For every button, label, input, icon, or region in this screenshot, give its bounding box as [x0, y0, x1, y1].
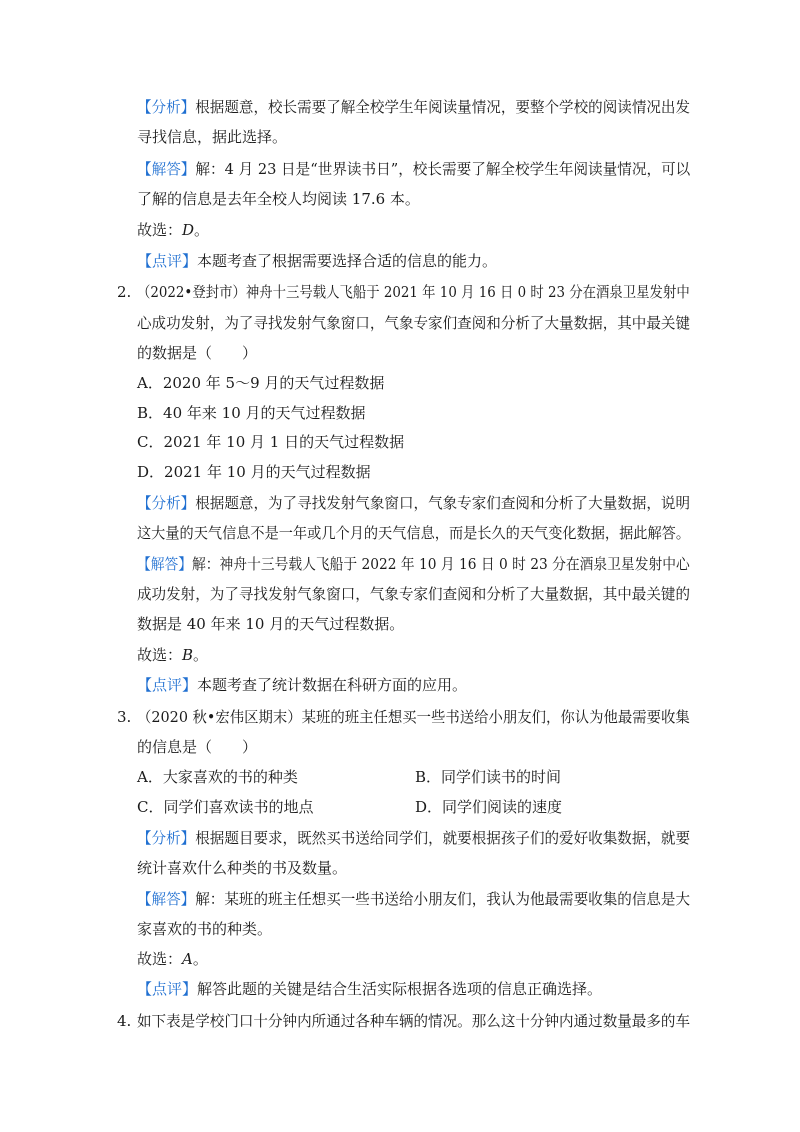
q3-analysis-cont: 统计喜欢什么种类的书及数量。 — [137, 859, 348, 877]
answer-tag: 【解答】 — [137, 890, 196, 908]
q2-stem: （2022•登封市）神舟十三号载人飞船于 2021 年 10 月 16 日 0 时 23 分在酒泉卫星发射中 — [137, 283, 690, 301]
q3-comment-text: 解答此题的关键是结合生活实际根据各选项的信息正确选择。 — [197, 980, 603, 998]
choice-letter: A — [182, 950, 193, 968]
q3-answer-text: 解：某班的班主任想买一些书送给小朋友们，我认为他最需要收集的信息是大 — [195, 890, 691, 908]
q2-answer-text: 解：神舟十三号载人飞船于 2022 年 10 月 16 日 0 时 23 分在酒泉卫星发射中心 — [192, 555, 690, 573]
q2-option-c: C．2021 年 10 月 1 日的天气过程数据 — [137, 433, 405, 451]
choice-letter: B — [182, 646, 194, 664]
q1-answer — [137, 158, 690, 180]
analysis-tag: 【分析】 — [137, 98, 196, 116]
q1-answer-cont: 了解的信息是去年全校人均阅读 17.6 本。 — [137, 190, 420, 208]
q1-comment-text: 本题考查了根据需要选择合适的信息的能力。 — [197, 252, 498, 270]
comment-tag: 【点评】 — [137, 676, 198, 694]
comment-tag: 【点评】 — [137, 980, 198, 998]
choice-suffix: 。 — [194, 221, 210, 239]
q2-choice — [137, 644, 208, 666]
analysis-tag: 【分析】 — [137, 494, 196, 512]
answer-tag: 【解答】 — [137, 160, 196, 178]
q4-stem: 如下表是学校门口十分钟内所通过各种车辆的情况。那么这十分钟内通过数量最多的车 — [137, 1012, 691, 1030]
q3-comment — [137, 978, 602, 1000]
q2-number: 2. — [117, 283, 132, 301]
q3-option-a: A．大家喜欢的书的种类 — [137, 768, 298, 786]
q3-option-c: C．同学们喜欢读书的地点 — [137, 798, 314, 816]
q3-analysis — [137, 827, 690, 849]
q3-analysis-text: 根据题目要求，既然买书送给同学们，就要根据孩子们的爱好收集数据，就要 — [195, 829, 691, 847]
q3-option-b: B．同学们读书的时间 — [415, 768, 562, 786]
choice-suffix: 。 — [192, 950, 208, 968]
q2-answer-cont: 成功发射，为了寻找发射气象窗口，气象专家们查阅和分析了大量数据，其中最关键的 — [137, 585, 691, 603]
choice-prefix: 故选： — [137, 646, 183, 664]
analysis-tag: 【分析】 — [137, 829, 196, 847]
q1-analysis-cont: 寻找信息，据此选择。 — [137, 128, 288, 146]
q2-option-b: B．40 年来 10 月的天气过程数据 — [137, 404, 366, 422]
q3-option-d: D．同学们阅读的速度 — [415, 798, 563, 816]
comment-tag: 【点评】 — [137, 252, 198, 270]
q3-choice — [137, 948, 208, 970]
q2-analysis-text: 根据题意，为了寻找发射气象窗口，气象专家们查阅和分析了大量数据，说明 — [195, 494, 691, 512]
choice-prefix: 故选： — [137, 221, 183, 239]
q1-choice — [137, 219, 209, 241]
q2-answer-cont2: 数据是 40 年来 10 月的天气过程数据。 — [137, 615, 405, 633]
q4-number: 4. — [117, 1012, 132, 1030]
q3-number: 3. — [117, 708, 132, 726]
q2-comment — [137, 674, 467, 696]
q2-stem-cont2: 的数据是（ ） — [137, 344, 258, 362]
q1-comment — [137, 250, 497, 272]
q3-answer — [137, 888, 690, 910]
choice-suffix: 。 — [193, 646, 209, 664]
q2-analysis — [137, 492, 690, 514]
q2-analysis-cont: 这大量的天气信息不是一年或几个月的天气信息，而是长久的天气变化数据，据此解答。 — [137, 524, 691, 542]
choice-letter: D — [182, 221, 195, 239]
q1-answer-text: 解：4 月 23 日是“世界读书日”，校长需要了解全校学生年阅读量情况，可以 — [195, 160, 691, 178]
q2-option-a: A．2020 年 5～9 月的天气过程数据 — [137, 374, 385, 392]
q2-comment-text: 本题考查了统计数据在科研方面的应用。 — [197, 676, 468, 694]
q2-answer — [137, 553, 690, 575]
q2-option-d: D．2021 年 10 月的天气过程数据 — [137, 463, 371, 481]
q3-stem-cont: 的信息是（ ） — [137, 738, 258, 756]
q3-stem: （2020 秋•宏伟区期末）某班的班主任想买一些书送给小朋友们，你认为他最需要收集 — [137, 708, 690, 726]
answer-tag: 【解答】 — [137, 555, 193, 573]
choice-prefix: 故选： — [137, 950, 183, 968]
q1-analysis — [137, 96, 690, 118]
q1-analysis-text: 根据题意，校长需要了解全校学生年阅读量情况，要整个学校的阅读情况出发 — [195, 98, 691, 116]
q2-stem-cont: 心成功发射，为了寻找发射气象窗口，气象专家们查阅和分析了大量数据，其中最关键 — [137, 314, 691, 332]
q3-answer-cont: 家喜欢的书的种类。 — [137, 920, 273, 938]
